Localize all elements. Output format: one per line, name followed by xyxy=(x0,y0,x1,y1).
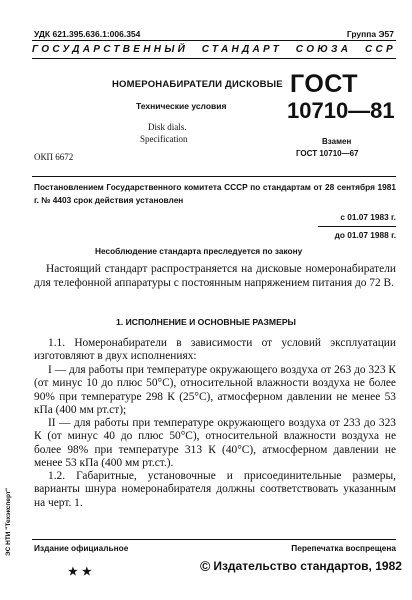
paragraph-1-1: 1.1. Номеронабиратели в зависимости от условий эксплуатации изготовляют в двух исполнениях: xyxy=(34,337,396,363)
reprint-notice: Перепечатка воспрещена xyxy=(291,543,396,553)
effective-to-date: до 01.07 1988 г. xyxy=(334,230,396,240)
publisher-name: Издательство стандартов, 1982 xyxy=(213,559,402,573)
intro-paragraph: Настоящий стандарт распространяется на дисковые номеронабиратели для телефонной аппаратуры с постоянным напряжением питания до 72 В. xyxy=(34,263,396,289)
top-rule xyxy=(32,40,396,41)
replaces-label: Взамен xyxy=(322,137,352,146)
edition-label: Издание официальное xyxy=(34,543,129,553)
publisher-line xyxy=(200,558,402,574)
okp-code: ОКП 6672 xyxy=(34,152,74,162)
paragraph-version-i: I — для работы при температуре окружающего воздуха от 263 до 323 К (от минус 10 до плюс 50°С), относительной влажности воздуха не более 90% при температуре 298 К (25°С), атмосферном давлении не менее 53 кПа (400 мм рт.ст); xyxy=(34,364,396,417)
decree-text: Постановлением Государственного комитета СССР по стандартам от 28 сентября 1981 г. № 4403 срок действия установлен xyxy=(34,182,396,205)
violation-notice: Несоблюдение стандарта преследуется по закону xyxy=(95,246,303,256)
sidebar-watermark: ЭС НТИ "Техэксперт" xyxy=(5,487,12,557)
document-subtitle: Технические условия xyxy=(136,101,227,111)
section-heading: 1. ИСПОЛНЕНИЕ И ОСНОВНЫЕ РАЗМЕРЫ xyxy=(116,317,296,327)
document-title: НОМЕРОНАБИРАТЕЛИ ДИСКОВЫЕ xyxy=(112,79,283,90)
banner-word: ГОСУДАРСТВЕННЫЙ xyxy=(32,43,189,55)
effective-from-date: с 01.07 1983 г. xyxy=(340,212,396,222)
banner-rule xyxy=(32,58,396,59)
stars-mark: ★★ xyxy=(68,566,96,578)
english-title: Disk dials. xyxy=(148,122,187,132)
date-divider xyxy=(318,226,396,227)
paragraph-1-2: 1.2. Габаритные, установочные и присоединительные размеры, варианты шнура номеронабирателя должны соответствовать указанным на черт. 1. xyxy=(34,470,396,509)
footer-rule xyxy=(32,539,396,540)
banner-word: ССР xyxy=(364,43,396,55)
gost-number: 10710—81 xyxy=(287,98,395,123)
banner-word: СТАНДАРТ xyxy=(201,43,283,55)
decree-rule xyxy=(32,176,396,177)
udk-code: УДК 621.395.636.1:006.354 xyxy=(34,29,141,39)
banner-word: СОЮЗА xyxy=(295,43,352,55)
copyright-icon: © xyxy=(200,558,211,574)
group-code: Группа Э57 xyxy=(346,29,394,39)
replaces-number: ГОСТ 10710—67 xyxy=(296,149,359,158)
gost-label: ГОСТ xyxy=(290,70,358,98)
english-subtitle: Specification xyxy=(140,134,188,144)
standard-banner xyxy=(32,42,396,56)
paragraph-version-ii: II — для работы при температуре окружающего воздуха от 233 до 323 К (от минус 40 до плюс 50°С), относительной влажности воздуха не более 98% при температуре 313 К (40°С), атмосферном давлении не менее 53 кПа (400 мм рт.ст.). xyxy=(34,417,396,470)
